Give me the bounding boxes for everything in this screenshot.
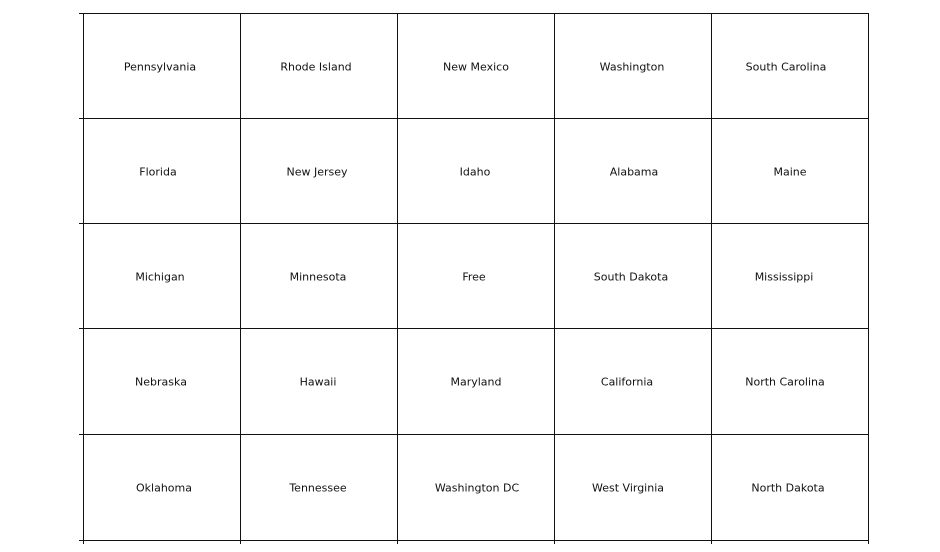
bingo-cell-label: North Carolina [745,375,825,389]
bingo-cell-label: Michigan [135,270,185,283]
bingo-cell-label: Nebraska [135,375,187,389]
bingo-cell-label: Alabama [609,165,659,178]
bingo-cell-label: Hawaii [299,375,337,389]
bingo-cell-label: California [600,375,654,389]
bingo-cell-label: New Jersey [286,165,348,178]
bingo-cell-label: Free [462,270,486,283]
bingo-cell-label: Idaho [459,165,491,178]
bingo-cell-label: North Dakota [751,481,825,495]
bingo-cell-label: West Virginia [591,481,665,495]
bingo-cell-label: South Carolina [745,60,827,73]
bingo-cell-label: Rhode Island [280,60,352,73]
bingo-cell-label: Pennsylvania [123,60,197,73]
bingo-cell-label: Tennessee [289,481,347,495]
bingo-cell-label: Maryland [450,375,502,389]
bingo-cell-label: Minnesota [289,270,347,283]
bingo-cell-label: Washington DC [434,481,520,495]
bingo-cell-label: South Dakota [593,270,669,283]
bingo-cell-label: Florida [139,165,177,178]
bingo-cell-label: Oklahoma [136,481,192,495]
bingo-cell-label: Mississippi [754,270,814,283]
bingo-cell-label: New Mexico [443,60,509,73]
bingo-cell-label: Washington [599,60,665,73]
bingo-cell-label: Maine [773,165,807,178]
